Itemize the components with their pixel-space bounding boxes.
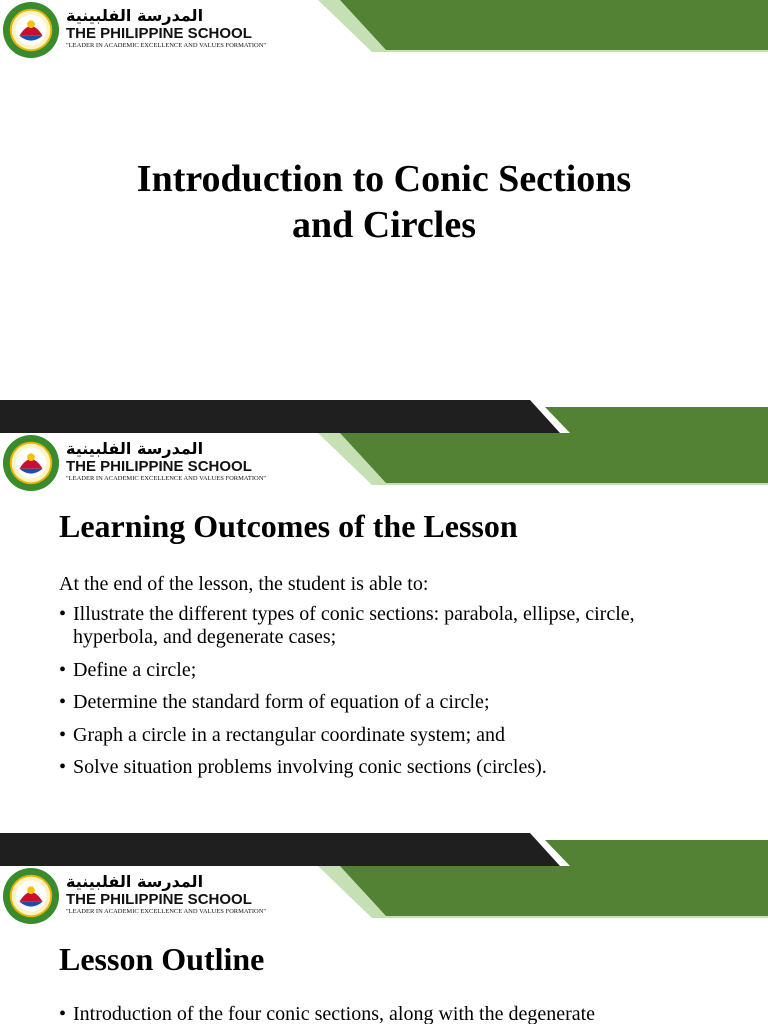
school-seal-icon [2,867,60,925]
school-motto: "LEADER IN ACADEMIC EXCELLENCE AND VALUES FORMATION" [66,475,267,482]
school-seal-icon [2,434,60,492]
slide-learning-outcomes [0,433,768,833]
slide-title [0,0,768,400]
slide-heading: Lesson Outline [59,941,265,977]
school-arabic-name: المدرسة الفلبينية [66,6,204,25]
list-item: • Solve situation problems involving conic sections (circles). [59,756,719,779]
title-line-1: Introduction to Conic Sections [136,158,632,200]
list-item: • Graph a circle in a rectangular coordinate system; and [59,724,719,747]
school-motto: "LEADER IN ACADEMIC EXCELLENCE AND VALUES FORMATION" [66,42,267,49]
slide-divider [0,400,768,433]
school-name: THE PHILIPPINE SCHOOL [66,458,252,475]
intro-text: At the end of the lesson, the student is able to: [59,573,429,595]
school-arabic-name: المدرسة الفلبينية [66,872,204,891]
list-item: • Determine the standard form of equation of a circle; [59,691,719,714]
slide-divider [0,833,768,866]
outline-list [59,1003,719,1024]
outcomes-list [59,603,719,789]
list-item: • Introduction of the four conic sections, along with the degenerate [59,1003,719,1024]
slide-header [0,433,768,485]
school-name: THE PHILIPPINE SCHOOL [66,25,252,42]
school-logo [66,8,286,50]
slide-title-text [0,156,768,248]
school-arabic-name: المدرسة الفلبينية [66,439,204,458]
school-seal-icon [2,1,60,59]
school-logo [66,441,286,483]
slide-lesson-outline [0,866,768,1024]
list-item: • Define a circle; [59,659,719,682]
title-line-2: and Circles [291,204,477,246]
list-item: • Illustrate the different types of conic sections: parabola, ellipse, circle, hyperbola, and degenerate cases; [59,603,719,649]
slide-header [0,866,768,918]
school-motto: "LEADER IN ACADEMIC EXCELLENCE AND VALUES FORMATION" [66,908,267,915]
slide-header [0,0,768,52]
slide-heading: Learning Outcomes of the Lesson [59,508,518,544]
school-name: THE PHILIPPINE SCHOOL [66,891,252,908]
school-logo [66,874,286,916]
